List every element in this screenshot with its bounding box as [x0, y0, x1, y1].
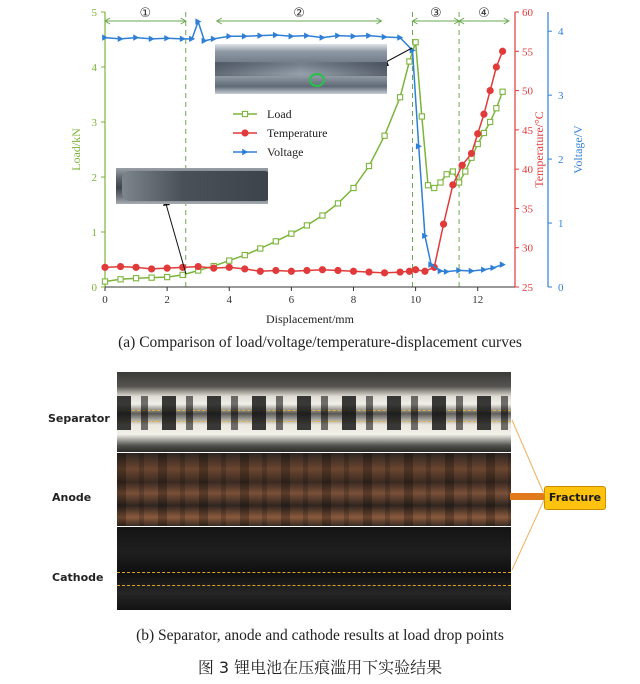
voltage-point	[242, 149, 248, 155]
voltage-point	[211, 36, 217, 42]
stage-label: ①	[139, 6, 152, 21]
voltage-point	[202, 38, 208, 44]
load-point	[351, 185, 356, 190]
temperature-point	[350, 268, 356, 274]
voltage-point	[382, 34, 388, 40]
voltage-point	[242, 33, 248, 39]
load-tick-label: 5	[91, 7, 97, 19]
separator-band-top	[117, 410, 511, 411]
load-point	[165, 275, 170, 280]
voltage-point	[180, 36, 186, 42]
temperature-point	[422, 268, 428, 274]
load-point	[320, 213, 325, 218]
load-point	[456, 180, 461, 185]
load-point	[494, 106, 499, 111]
x-tick-label: 0	[102, 294, 108, 306]
cathode-photo	[117, 527, 511, 610]
temperature-point	[335, 267, 341, 273]
load-point	[481, 130, 486, 135]
temperature-point	[493, 64, 499, 70]
voltage-point	[164, 35, 170, 41]
load-point	[242, 253, 247, 258]
load-tick-label: 2	[91, 172, 97, 184]
load-point	[463, 169, 468, 174]
load-point	[180, 272, 185, 277]
temperature-point	[164, 265, 170, 271]
x-tick-label: 2	[164, 294, 170, 306]
fracture-pointer-upper	[512, 420, 544, 494]
volt-tick-label: 3	[558, 90, 564, 103]
load-point	[335, 201, 340, 206]
temperature-point	[102, 264, 108, 270]
load-point	[432, 185, 437, 190]
x-tick-label: 4	[226, 294, 232, 306]
load-point	[227, 258, 232, 263]
anode-label: Anode	[52, 491, 92, 504]
temperature-point	[319, 267, 325, 273]
cathode-label: Cathode	[52, 571, 104, 584]
separator-label: Separator	[48, 412, 110, 425]
cathode-band-top	[117, 572, 511, 573]
fracture-pointer-lower	[512, 500, 544, 570]
temp-tick-label: 40	[522, 164, 533, 177]
voltage-point	[289, 33, 295, 39]
temperature-point	[133, 264, 139, 270]
temperature-point	[499, 48, 505, 54]
load-point	[413, 40, 418, 45]
initial-photo-pointer	[166, 204, 186, 274]
load-point	[444, 172, 449, 177]
temperature-point	[242, 130, 248, 136]
fracture-connector-bar	[510, 493, 544, 500]
temperature-point	[413, 267, 419, 273]
temperature-point	[450, 182, 456, 188]
stage-label: ②	[293, 6, 305, 21]
load-point	[425, 183, 430, 188]
load-point	[149, 275, 154, 280]
load-point	[438, 180, 443, 185]
voltage-point	[133, 34, 139, 40]
legend-label: Voltage	[267, 145, 304, 159]
temperature-point	[475, 131, 481, 137]
fracture-mark-circle	[309, 73, 325, 87]
load-point	[419, 114, 424, 119]
load-point	[133, 276, 138, 281]
load-point	[488, 119, 493, 124]
indented-cell-photo	[215, 44, 387, 94]
voltage-point	[469, 268, 475, 274]
temp-tick-label: 50	[522, 85, 533, 98]
load-tick-label: 3	[91, 117, 97, 129]
x-tick-label: 8	[350, 294, 357, 306]
temp-axis-title: Temperature/°C	[532, 111, 546, 188]
voltage-point	[118, 36, 124, 42]
temp-tick-label: 45	[522, 124, 533, 137]
x-axis-title: Displacement/mm	[266, 312, 354, 326]
load-point	[450, 169, 455, 174]
voltage-point	[366, 32, 372, 38]
fracture-label: Fracture	[544, 486, 606, 510]
anode-photo	[117, 453, 511, 526]
temperature-point	[304, 267, 310, 273]
temperature-point	[440, 221, 446, 227]
temperature-point	[381, 270, 387, 276]
voltage-point	[335, 32, 341, 38]
load-point	[258, 246, 263, 251]
x-tick-label: 12	[472, 294, 484, 306]
separator-photo	[117, 372, 511, 452]
stage-label: ③	[429, 6, 442, 21]
temperature-point	[397, 269, 403, 275]
volt-axis-title: Voltage/V	[571, 125, 585, 174]
load-point	[102, 279, 107, 284]
load-point	[407, 59, 412, 64]
temperature-point	[366, 269, 372, 275]
temperature-point	[487, 87, 493, 93]
x-tick-label: 6	[288, 294, 295, 306]
volt-tick-label: 4	[558, 26, 564, 39]
temperature-point	[117, 263, 123, 269]
voltage-point	[258, 32, 264, 38]
load-point	[397, 95, 402, 100]
temperature-point	[288, 268, 294, 274]
temp-tick-label: 35	[522, 203, 533, 216]
load-point	[366, 163, 371, 168]
legend-label: Load	[267, 107, 292, 121]
load-axis-title: Load/kN	[69, 128, 83, 171]
x-tick-label: 10	[410, 294, 422, 306]
load-point	[304, 223, 309, 228]
voltage-point	[149, 36, 155, 42]
load-point	[500, 89, 505, 94]
caption-a: (a) Comparison of load/voltage/temperature-displacement curves	[118, 334, 522, 351]
initial-cell-photo	[116, 168, 268, 204]
temp-tick-label: 30	[522, 242, 533, 255]
temp-tick-label: 55	[522, 46, 533, 59]
temperature-point	[481, 111, 487, 117]
separator-band-bottom	[117, 421, 511, 422]
load-tick-label: 0	[91, 282, 97, 294]
temperature-point	[406, 268, 412, 274]
caption-b: (b) Separator, anode and cathode results at load drop points	[136, 627, 504, 644]
volt-tick-label: 1	[558, 218, 564, 231]
temperature-point	[211, 265, 217, 271]
voltage-point	[320, 34, 326, 40]
temperature-point	[468, 150, 474, 156]
temperature-point	[257, 268, 263, 274]
temperature-point	[226, 264, 232, 270]
temperature-point	[242, 266, 248, 272]
volt-tick-label: 2	[558, 154, 564, 167]
temperature-point	[273, 267, 279, 273]
stage-label: ④	[478, 6, 490, 21]
load-point	[118, 277, 123, 282]
voltage-point	[226, 33, 232, 39]
voltage-point	[500, 261, 506, 267]
temp-tick-label: 25	[522, 282, 533, 294]
temp-tick-label: 60	[522, 7, 533, 19]
voltage-point	[304, 32, 310, 38]
temperature-point	[459, 162, 465, 168]
load-point	[273, 239, 278, 244]
voltage-point	[351, 33, 357, 39]
temperature-point	[148, 266, 154, 272]
cathode-band-bottom	[117, 585, 511, 586]
volt-tick-label: 0	[558, 282, 564, 294]
voltage-point	[438, 268, 444, 274]
load-point	[382, 133, 387, 138]
load-point	[475, 141, 480, 146]
temperature-point	[195, 263, 201, 269]
voltage-point	[273, 32, 279, 38]
figure-title: 图 3 锂电池在压痕滥用下实验结果	[197, 658, 443, 677]
load-point	[289, 231, 294, 236]
load-point	[242, 111, 247, 116]
voltage-point	[481, 267, 487, 273]
voltage-point	[490, 265, 496, 271]
load-tick-label: 1	[91, 227, 97, 239]
legend	[233, 107, 327, 159]
load-tick-label: 4	[91, 62, 97, 74]
legend-label: Temperature	[267, 126, 328, 140]
voltage-point	[444, 268, 450, 274]
